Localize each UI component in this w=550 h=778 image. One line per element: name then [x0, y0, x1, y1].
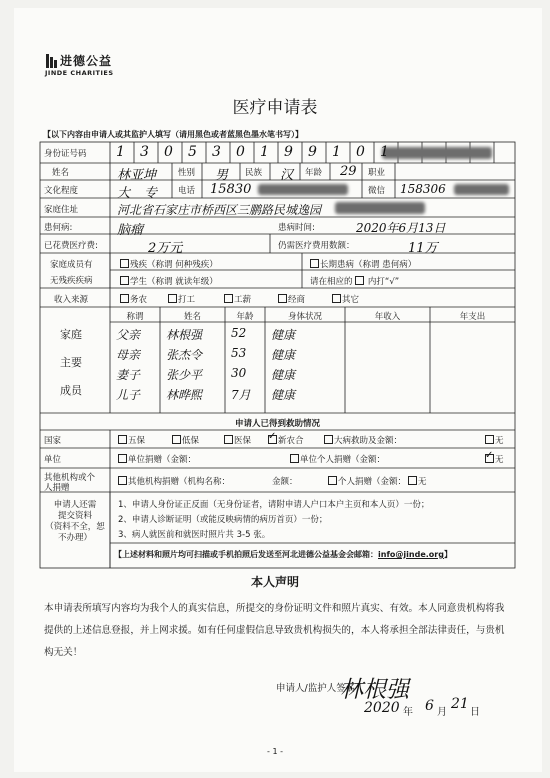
aid-country-opt[interactable]: 医保: [224, 434, 251, 446]
docs-label-line: 提交资料: [57, 511, 92, 521]
family-cell[interactable]: 妻子: [116, 368, 141, 382]
checkbox-unit-1[interactable]: [118, 454, 127, 463]
form-title: 医疗申请表: [232, 98, 318, 118]
disease-label: 患何病:: [44, 223, 73, 233]
aid-unit-none[interactable]: ✓ 无: [485, 453, 504, 465]
phone-value[interactable]: 15830: [210, 182, 252, 197]
docs-item: 1、申请人身份证正反面（无身份证者，请附申请人户口本户主页和本人页）一份；: [118, 500, 430, 510]
onset-label: 患病时间:: [278, 223, 315, 233]
family-header: 称谓: [126, 312, 144, 322]
sign-date-day-unit: 日: [470, 707, 480, 718]
ethnicity-value[interactable]: 汉: [280, 168, 294, 183]
family-cell[interactable]: 张杰令: [166, 348, 203, 362]
aid-country-opt[interactable]: 大病救助及金额：: [324, 434, 402, 446]
gender-value[interactable]: 男: [215, 168, 229, 183]
instruction: 请在相应的 内打“√”: [310, 277, 400, 287]
form-note: 【以下内容由申请人或其监护人填写（请用黑色或者蓝黑色墨水笔书写）】: [43, 130, 303, 139]
family-header: 年收入: [374, 312, 401, 322]
age-label: 年龄: [305, 168, 323, 178]
income-opt[interactable]: 其它: [332, 293, 359, 305]
job-label: 职业: [368, 168, 386, 178]
page-number: - 1 -: [267, 747, 283, 756]
phone-redaction: [258, 184, 348, 195]
aid-country-opt[interactable]: ✓ 新农合: [268, 434, 304, 446]
aid-country-opt[interactable]: 五保: [118, 434, 145, 446]
checkbox-ill[interactable]: [310, 259, 319, 268]
checkbox-income[interactable]: [168, 294, 177, 303]
sign-date-year: 2020: [364, 700, 400, 716]
family-cell[interactable]: 52: [231, 326, 247, 340]
family-cell[interactable]: 健康: [271, 328, 296, 342]
needed-value[interactable]: 11万: [408, 241, 438, 256]
org-name-en: JINDE CHARITIES: [45, 69, 114, 77]
checkbox-income[interactable]: [224, 294, 233, 303]
spent-value[interactable]: 2万元: [148, 241, 183, 256]
checkbox-org-1[interactable]: [118, 476, 127, 485]
docs-label-line: （资料不全，恕: [45, 522, 105, 532]
aid-org-none[interactable]: 无: [408, 475, 427, 487]
family-label-1: 家庭: [60, 328, 82, 341]
checkbox-income[interactable]: [332, 294, 341, 303]
opt-ill[interactable]: 长期患病（称谓 患何病）: [310, 258, 416, 270]
aid-org-opt-2[interactable]: 个人捐赠（金额：: [328, 475, 406, 487]
checkbox-org-none[interactable]: [408, 476, 417, 485]
opt-student[interactable]: 学生（称谓 就读年级）: [120, 275, 218, 287]
id-digit[interactable]: 0: [236, 144, 245, 160]
family-cell[interactable]: 林根强: [166, 328, 203, 342]
aid-unit-opt-2[interactable]: 单位个人捐赠（金额：: [290, 453, 385, 465]
family-header: 身体状况: [287, 312, 322, 322]
family-cell[interactable]: 林晔熙: [166, 388, 203, 402]
aid-org-label-2: 人捐赠: [44, 483, 70, 493]
aid-org-amount: 金额：: [272, 477, 298, 487]
docs-item: 3、病人就医前和就医时照片共 3-5 张。: [118, 530, 271, 540]
income-opt[interactable]: 务农: [120, 293, 147, 305]
family-header: 年支出: [459, 312, 486, 322]
checkbox-student[interactable]: [120, 276, 129, 285]
sign-date-year-unit: 年: [403, 707, 413, 718]
onset-value[interactable]: 2020年6月13日: [356, 221, 446, 235]
id-digit[interactable]: 1: [332, 144, 341, 160]
signature: 林根强: [340, 677, 409, 703]
checkbox-aid-country[interactable]: [172, 435, 181, 444]
id-digit[interactable]: 1: [380, 144, 389, 160]
email-note: 【上述材料和照片均可扫描或手机拍照后发送至河北进德公益基金会邮箱：info@jinde.org】: [114, 550, 452, 559]
address-value[interactable]: 河北省石家庄市桥西区三鹏路民城逸园: [117, 203, 322, 217]
gender-label: 性别: [178, 168, 196, 178]
aid-country-opt[interactable]: 低保: [172, 434, 199, 446]
id-digit[interactable]: 9: [284, 144, 293, 160]
id-digit[interactable]: 3: [140, 144, 149, 160]
wechat-redaction: [454, 184, 509, 195]
family-cell[interactable]: 父亲: [116, 328, 141, 342]
id-digit[interactable]: 9: [308, 144, 317, 160]
sign-label: 申请人/监护人签名：: [276, 683, 365, 694]
wechat-label: 微信: [368, 186, 386, 196]
id-digit[interactable]: 0: [164, 144, 173, 160]
id-label: 身份证号码: [44, 149, 87, 159]
family-cell[interactable]: 健康: [271, 348, 296, 362]
family-header: 姓名: [183, 312, 201, 322]
declaration-title: 本人声明: [250, 575, 299, 589]
checkbox-aid-country[interactable]: [224, 435, 233, 444]
disease-value[interactable]: 脑瘤: [117, 223, 144, 238]
family-cell[interactable]: 张少平: [166, 368, 203, 382]
disability-label-2: 无残疾疾病: [50, 276, 93, 286]
checkbox-aid-country[interactable]: [268, 435, 277, 444]
checkbox-aid-country[interactable]: [118, 435, 127, 444]
checkbox-unit-2[interactable]: [290, 454, 299, 463]
family-label-3: 成员: [60, 384, 82, 397]
id-digit[interactable]: 5: [188, 144, 197, 160]
family-cell[interactable]: 7月: [231, 388, 251, 402]
checkbox-unit-none[interactable]: [485, 454, 494, 463]
aid-country-none[interactable]: 无: [485, 434, 504, 446]
declaration-text: 本申请表所填写内容均为我个人的真实信息，所提交的身份证明文件和照片真实、有效。本人同意贵机构将我提供的上述信息登报，并上网求援。如有任何虚假信息导致贵机构损失的，本人将承担全部法律责任，与贵机构无关！: [44, 603, 505, 658]
ethnicity-label: 民族: [245, 168, 263, 178]
income-opt[interactable]: 工薪: [224, 293, 251, 305]
income-opt[interactable]: 打工: [168, 293, 195, 305]
instruction-box-icon: [355, 276, 364, 285]
family-cell[interactable]: 儿子: [116, 388, 141, 402]
needed-label: 仍需医疗费用数额：: [278, 241, 355, 251]
opt-disabled[interactable]: 残疾（称谓 何种残疾）: [120, 258, 218, 270]
income-label: 收入来源: [54, 295, 89, 305]
family-header: 年龄: [236, 312, 254, 322]
age-value[interactable]: 29: [340, 164, 357, 179]
aid-country-label: 国家: [44, 436, 62, 446]
checkbox-aid-country[interactable]: [324, 435, 333, 444]
edu-value[interactable]: 大专: [117, 186, 172, 201]
id-redaction: [382, 147, 492, 159]
name-label: 姓名: [52, 168, 70, 178]
sign-date-day: 21: [451, 696, 469, 712]
income-opt[interactable]: 经商: [278, 293, 305, 305]
org-name-cn: 进德公益: [60, 54, 113, 68]
family-cell[interactable]: 健康: [271, 368, 296, 382]
edu-label: 文化程度: [44, 186, 79, 196]
checkbox-disabled[interactable]: [120, 259, 129, 268]
phone-label: 电话: [178, 186, 196, 196]
checkbox-country-none[interactable]: [485, 435, 494, 444]
address-redaction: [335, 202, 425, 214]
family-cell[interactable]: 母亲: [116, 348, 141, 362]
id-digit[interactable]: 1: [260, 144, 269, 160]
family-label-2: 主要: [60, 356, 82, 369]
family-cell[interactable]: 30: [231, 366, 247, 380]
wechat-value[interactable]: 158306: [400, 182, 446, 196]
name-value[interactable]: 林亚坤: [117, 168, 157, 183]
checkbox-income[interactable]: [278, 294, 287, 303]
address-label: 家庭住址: [44, 205, 79, 215]
email-link[interactable]: info@jinde.org: [378, 550, 444, 559]
aid-org-opt-1[interactable]: 其他机构捐赠（机构名称：: [118, 475, 230, 487]
aid-unit-opt-1[interactable]: 单位捐赠（金额：: [118, 453, 196, 465]
aid-unit-label: 单位: [44, 455, 62, 465]
id-digit[interactable]: 0: [356, 144, 365, 160]
spent-label: 已花费医疗费:: [44, 241, 98, 251]
docs-item: 2、申请人诊断证明（或能反映病情的病历首页）一份；: [118, 515, 328, 525]
sign-date-month: 6: [425, 698, 434, 714]
checkbox-org-2[interactable]: [328, 476, 337, 485]
id-digit[interactable]: 1: [116, 144, 125, 160]
docs-label-line: 申请人还需: [53, 500, 97, 510]
aid-org-label-1: 其他机构或个: [44, 473, 96, 483]
docs-label-line: 不办理）: [57, 533, 92, 543]
disability-label-1: 家庭成员有: [50, 260, 93, 270]
sign-date-month-unit: 月: [437, 707, 447, 718]
family-cell[interactable]: 53: [231, 346, 247, 360]
aid-heading: 申请人已得到救助情况: [234, 419, 320, 429]
family-cell[interactable]: 健康: [271, 388, 296, 402]
id-digit[interactable]: 3: [212, 144, 221, 160]
checkbox-income[interactable]: [120, 294, 129, 303]
